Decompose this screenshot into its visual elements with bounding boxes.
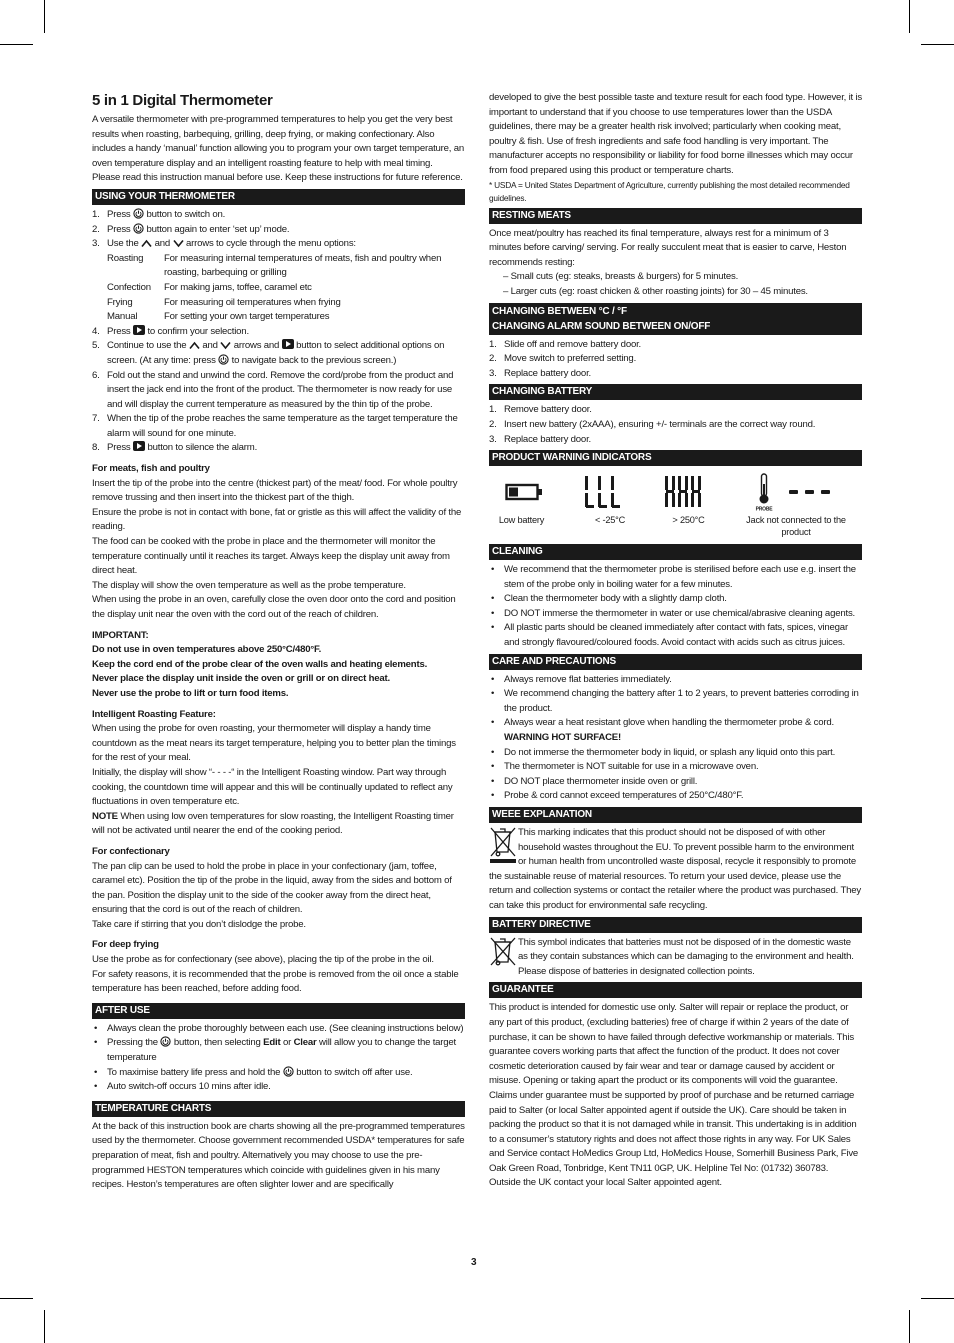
mode-list <box>107 252 465 325</box>
confectionary-heading: For confectionary <box>92 845 170 857</box>
chevron-down-icon <box>173 239 184 248</box>
ok-button-icon <box>133 325 145 335</box>
item-text: Pressing the <box>107 1037 158 1049</box>
chevron-down-icon <box>220 341 231 350</box>
power-icon <box>133 208 144 219</box>
using-step <box>92 369 465 413</box>
step-text: Replace battery door. <box>504 433 591 445</box>
section-heading-charts: TEMPERATURE CHARTS <box>92 1101 465 1117</box>
chevron-up-icon <box>189 341 200 350</box>
step-number: 1. <box>489 338 497 350</box>
mode-row <box>107 296 465 311</box>
section-heading-battery: CHANGING BATTERY <box>489 384 862 400</box>
step-text: Move switch to preferred setting. <box>504 353 637 365</box>
step-number: 3. <box>489 367 497 379</box>
step-text: Replace battery door. <box>504 367 591 379</box>
mode-name: Roasting <box>107 252 144 264</box>
step-text: and <box>154 238 171 250</box>
step-number: 1. <box>92 208 100 220</box>
using-step <box>92 237 465 252</box>
charts-paragraph: At the back of this instruction book are charts showing all the pre-programmed temperatures used by the thermometer. Choose government recommended USDA* temperatures for safe preparation of meat, fish and poultry. Alternatively you may choose to use the pre-programmed HESTON temperatures which coincide with guidelines given in his many recipes. Heston’s temperatures are often slighter lower and are specifically <box>92 1120 465 1191</box>
crossed-bin-icon <box>489 826 517 864</box>
crop-mark <box>909 0 910 33</box>
step-text: Use the <box>107 238 139 250</box>
mode-desc: For measuring internal temperatures of meats, fish and poultry when roasting, barbequing or grilling <box>164 252 442 279</box>
warning-icons <box>489 469 862 514</box>
care-item: • Do not immerse the thermometer body in liquid, or splash any liquid onto this part. <box>489 746 862 761</box>
using-step <box>92 208 465 223</box>
step-text: Continue to use the <box>107 340 187 352</box>
warning-label: > 250°C <box>672 515 705 526</box>
page-title: 5 in 1 Digital Thermometer <box>92 92 273 109</box>
step-number: 1. <box>489 404 497 416</box>
care-item <box>489 716 862 745</box>
step-text: When the tip of the probe reaches the same temperature as the target temperature the alarm will sound for one minute. <box>107 413 458 439</box>
using-steps <box>92 208 465 252</box>
confectionary-paragraph: The pan clip can be used to hold the probe in place in your confectionary (jam, toffee, caramel etc). Position the tip of the probe in the liquid, away from the sides and bottom of the pan. Position the display unit to the side of the cooker away from the direct heat, ensuring that the cord is out of the reach of children. <box>92 860 452 916</box>
right-column <box>489 91 862 1191</box>
units-step <box>489 367 862 382</box>
cleaning-list <box>489 563 862 651</box>
meats-paragraph: The display will show the oven temperature as well as the probe temperature. <box>92 579 406 591</box>
after-use-item <box>92 1066 465 1081</box>
page-number: 3 <box>471 1257 477 1268</box>
mode-row <box>107 252 465 281</box>
step-text: Press <box>107 325 131 337</box>
section-heading-weee: WEEE EXPLANATION <box>489 807 862 823</box>
warning-cell <box>724 472 862 512</box>
step-text: Remove battery door. <box>504 404 592 416</box>
mode-row <box>107 281 465 296</box>
resting-paragraph: Once meat/poultry has reached its final temperature, always rest for a minimum of 3 minutes before carving/ serving. For really succulent meat that is easier to carve, Heston recommends resting: <box>489 227 847 268</box>
step-text: button to switch on. <box>146 208 226 220</box>
step-number: 2. <box>92 223 100 235</box>
confectionary-paragraph: Take care if stirring that you don’t dislodge the probe. <box>92 918 306 930</box>
intelligent-heading: Intelligent Roasting Feature: <box>92 708 216 720</box>
item-text: or <box>282 1037 292 1049</box>
intro-paragraph: Please read this instruction manual before use. Keep these instructions for future reference. <box>92 172 463 184</box>
cleaning-item: • Clean the thermometer body with a slightly damp cloth. <box>489 592 862 607</box>
cleaning-item: • We recommend that the thermometer probe is sterilised before each use e.g. insert the stem of the probe only in boiling water for a few minutes. <box>489 563 862 592</box>
mode-row <box>107 310 465 325</box>
section-heading-warnings: PRODUCT WARNING INDICATORS <box>489 450 862 466</box>
step-text: Press <box>107 223 131 235</box>
crossed-bin-icon <box>489 936 517 966</box>
care-item: • DO NOT place thermometer inside oven or grill. <box>489 775 862 790</box>
warning-label: < -25°C <box>594 515 626 526</box>
section-heading-directive: BATTERY DIRECTIVE <box>489 917 862 933</box>
units-heading-line: CHANGING ALARM SOUND BETWEEN ON/OFF <box>492 320 711 332</box>
power-icon <box>218 354 229 365</box>
note-text: When using low oven temperatures for slow roasting, the Intelligent Roasting timer will not be activated until nearer the end of the cooking period. <box>92 810 454 837</box>
mode-desc: For setting your own target temperatures <box>164 311 330 323</box>
using-steps-cont <box>92 325 465 456</box>
high-temp-hhh-icon <box>664 474 704 510</box>
care-item: • We recommend changing the battery after 1 to 2 years, to prevent batteries corroding in the product. <box>489 687 862 716</box>
after-use-item: • Auto switch-off occurs 10 mins after idle. <box>92 1080 465 1095</box>
using-step <box>92 325 465 340</box>
using-step <box>92 223 465 238</box>
step-number: 4. <box>92 325 100 337</box>
power-icon <box>133 223 144 234</box>
using-step <box>92 339 465 368</box>
low-temp-lll-icon <box>582 474 622 510</box>
meats-paragraph: Insert the tip of the probe into the centre (thickest part) of the meat/ food. For whole poultry remove trussing and then insert into the thickest part of the thigh. <box>92 477 458 504</box>
guarantee-text: This product is intended for domestic use only. Salter will repair or replace the product, or any part of this product, (excluding batteries) free of charge if within 2 years of the date of purchase, it can be shown to have failed through defective workmanship or materials. This guarantee covers working parts that affect the function of the product. It does not cover cosmetic deterioration caused by fair wear and tear or damage caused by accident or misuse. Opening or taking apart the product or its components will void the guarantee. Claims under guarantee must be supported by proof of purchase and be returned carriage paid to Salter (or local Salter appointed agent if outside the UK). Care should be taken in packing the product so that it is not damaged while in transit. This undertaking is in addition to a consumer’s statutory rights and does not affect those rights in any way. For UK Sales and Service contact HoMedics Group Ltd, HoMedics House, Somerhill Business Park, Five Oak Green Road, Tonbridge, Kent TN11 0GP, UK. Helpline Tel No: (01732) 360783. Outside the UK contact your local Salter appointed agent. <box>489 1002 859 1189</box>
meats-paragraph: Ensure the probe is not in contact with bone, fat or gristle as this will affect the validity of the reading. <box>92 506 462 533</box>
charts-paragraph-cont: developed to give the best possible taste and texture result for each food type. However, it is important to understand that if you choose to use temperatures lower than the USDA guidelines, there may be a greater health risk involved; particularly when cooking meat, poultry & fish. Use of fresh ingredients and safe food handling is very important. The manufacturer accepts no responsibility or liability for food borne illnesses which may occur from food prepared using this product or temperature charts. <box>489 92 862 176</box>
item-text: will allow you to change the target temperature <box>107 1037 457 1064</box>
weee-text: This marking indicates that this product should not be disposed of with other household wastes throughout the EU. To prevent possible harm to the environment or human health from uncontrolled waste disposal, recycle it responsibly to promote the sustainable reuse of material resources. To return your used device, please use the return and collection systems or contact the retailer where the product was purchased. They can take this product for environmental safe recycling. <box>489 827 861 911</box>
ok-button-icon <box>133 441 145 451</box>
item-text: Always wear a heat resistant glove when handling the thermometer probe & cord. <box>504 717 834 729</box>
crop-mark <box>0 1298 33 1299</box>
step-text: button again to enter ‘set up’ mode. <box>146 223 290 235</box>
battery-step <box>489 433 862 448</box>
step-text: button to silence the alarm. <box>147 442 258 454</box>
step-number: 5. <box>92 340 100 352</box>
after-use-item <box>92 1036 465 1065</box>
crop-mark <box>44 0 45 33</box>
crop-mark <box>921 1298 954 1299</box>
intelligent-paragraph: Initially, the display will show “- - - -“ in the Intelligent Roasting window. Part way through cooking, the countdown time will appear and this will be continually updated to reflect any fluctuations in oven temperature etc. <box>92 766 453 808</box>
step-number: 3. <box>92 238 100 250</box>
power-icon <box>283 1066 294 1077</box>
dashes-icon <box>788 488 832 496</box>
step-text: Fold out the stand and unwind the cord. Remove the cord/probe from the product and insert the jack end into the front of the product. The thermometer is now ready for use and will display the current temperature as measured by the thin tip of the probe. <box>107 369 454 410</box>
frying-paragraph: Use the probe as for confectionary (see above), placing the tip of the probe in the oil. <box>92 954 434 966</box>
crop-mark <box>0 44 33 45</box>
step-number: 8. <box>92 442 100 454</box>
crop-mark <box>921 44 954 45</box>
step-text: Insert new battery (2xAAA), ensuring +/- terminals are the correct way round. <box>504 418 816 430</box>
section-heading-using: USING YOUR THERMOMETER <box>92 189 465 205</box>
intro-paragraph: A versatile thermometer with pre-programmed temperatures to help you get the very best results when roasting, barbequing, grilling, deep frying, or making confectionary. Also includes a handy ‘manual’ function allowing you to program your own target temperature, an oven temperature display and an intelligent roasting feature to help with meal timing. <box>92 114 465 169</box>
cleaning-item: • All plastic parts should be cleaned immediately after contact with fats, spices, vinegar and strongly flavoured/coloured foods. Avoid contact with acids such as citrus juices. <box>489 621 862 650</box>
item-text: button, then selecting <box>173 1037 261 1049</box>
mode-name: Frying <box>107 296 133 308</box>
care-item: • Always remove flat batteries immediately. <box>489 673 862 688</box>
battery-steps <box>489 403 862 447</box>
intelligent-paragraph: When using the probe for oven roasting, your thermometer will display a handy time countdown as the meat nears its target temperature, helping you to better plan the timings for the rest of your meal. <box>92 723 456 764</box>
step-text: and <box>202 340 218 352</box>
mode-desc: For making jams, toffee, caramel etc <box>164 281 312 293</box>
using-step <box>92 441 465 456</box>
care-item: • The thermometer is NOT suitable for use in a microwave oven. <box>489 760 862 775</box>
important-line: Never place the display unit inside the oven or grill or on direct heat. <box>92 673 391 685</box>
units-step <box>489 352 862 367</box>
frying-heading: For deep frying <box>92 939 159 951</box>
units-steps <box>489 338 862 382</box>
section-heading-units <box>489 303 862 335</box>
edit-label: Edit <box>263 1037 281 1049</box>
cleaning-item: • DO NOT immerse the thermometer in water or use chemical/abrasive cleaning agents. <box>489 607 862 622</box>
note-label: NOTE <box>92 810 118 822</box>
hot-surface-warning: WARNING HOT SURFACE! <box>504 732 621 744</box>
warning-label: Jack not connected to the product <box>746 515 846 538</box>
weee-block <box>489 826 862 914</box>
section-heading-after-use: AFTER USE <box>92 1003 465 1019</box>
probe-label: PROBE <box>755 506 773 512</box>
important-line: Never use the probe to lift or turn food items. <box>92 687 289 699</box>
left-column <box>92 92 465 1193</box>
meats-paragraph: When using the probe in an oven, carefully close the oven door onto the cord and position the display unit near the oven with the cord out of the reach of children. <box>92 594 456 620</box>
usda-footnote: * USDA = United States Department of Agriculture, currently publishing the most detailed recommended guidelines. <box>489 179 850 203</box>
section-heading-resting: RESTING MEATS <box>489 208 862 224</box>
battery-step <box>489 418 862 433</box>
meats-heading: For meats, fish and poultry <box>92 463 210 475</box>
units-step <box>489 338 862 353</box>
frying-paragraph: For safety reasons, it is recommended that the probe is removed from the oil once a stable temperature has been reached, before adding food. <box>92 968 459 995</box>
section-heading-care: CARE AND PRECAUTIONS <box>489 654 862 670</box>
after-use-list <box>92 1022 465 1095</box>
step-number: 2. <box>489 418 497 430</box>
step-text: to confirm your selection. <box>147 325 249 337</box>
clear-label: Clear <box>293 1037 317 1049</box>
step-text: Press <box>107 208 131 220</box>
step-number: 7. <box>92 413 100 425</box>
important-line: Keep the cord end of the probe clear of the oven walls and heating elements. <box>92 658 428 670</box>
warning-labels <box>489 514 862 538</box>
warning-cell <box>644 474 724 510</box>
resting-dash-item: – Larger cuts (eg: roast chicken & other roasting joints) for 30 – 45 minutes. <box>503 285 808 297</box>
using-step <box>92 412 465 441</box>
mode-desc: For measuring oil temperatures when frying <box>164 296 341 308</box>
thermometer-probe-icon <box>754 472 774 512</box>
ok-button-icon <box>282 339 294 349</box>
intelligent-note <box>92 810 465 839</box>
item-text: To maximise battery life press and hold the <box>107 1066 281 1078</box>
warning-label: Low battery <box>498 515 545 526</box>
step-text: Slide off and remove battery door. <box>504 338 642 350</box>
after-use-item: • Always clean the probe thoroughly between each use. (See cleaning instructions below) <box>92 1022 465 1037</box>
step-text: to navigate back to the previous screen.) <box>231 354 397 366</box>
resting-dash-item: – Small cuts (eg: steaks, breasts & burgers) for 5 minutes. <box>503 271 739 283</box>
battery-step <box>489 403 862 418</box>
crop-mark <box>909 1310 910 1343</box>
warning-cell <box>559 474 644 510</box>
step-text: Press <box>107 442 131 454</box>
chevron-up-icon <box>141 239 152 248</box>
warning-cell <box>489 483 559 501</box>
crop-mark <box>44 1310 45 1343</box>
item-text: button to switch off after use. <box>296 1066 413 1078</box>
care-item: • Probe & cord cannot exceed temperatures of 250°C/480°F. <box>489 789 862 804</box>
step-number: 3. <box>489 433 497 445</box>
units-heading-line: CHANGING BETWEEN °C / °F <box>492 305 627 317</box>
low-battery-icon <box>505 483 543 501</box>
directive-text: This symbol indicates that batteries must not be disposed of in the domestic waste as they contain substances which can be damaging to the environment and health. Please dispose of batteries in designated collection points. <box>518 936 854 977</box>
directive-block <box>489 936 862 980</box>
mode-name: Confection <box>107 281 151 293</box>
step-text: button to select additional options on screen. (At any time: press <box>107 340 445 366</box>
care-list <box>489 673 862 804</box>
meats-paragraph: The food can be cooked with the probe in place and the thermometer will monitor the temperature continually until it reaches its target. Always keep the display unit away from direct heat. <box>92 536 450 577</box>
step-text: arrows to cycle through the menu options: <box>185 238 356 250</box>
step-text: arrows and <box>233 340 280 352</box>
power-icon <box>160 1036 171 1047</box>
step-number: 6. <box>92 369 100 381</box>
important-line: Do not use in oven temperatures above 250°C/480°F. <box>92 644 322 656</box>
section-heading-guarantee: GUARANTEE <box>489 982 862 998</box>
important-heading: IMPORTANT: <box>92 629 149 641</box>
step-number: 2. <box>489 353 497 365</box>
mode-name: Manual <box>107 311 138 323</box>
section-heading-cleaning: CLEANING <box>489 544 862 560</box>
